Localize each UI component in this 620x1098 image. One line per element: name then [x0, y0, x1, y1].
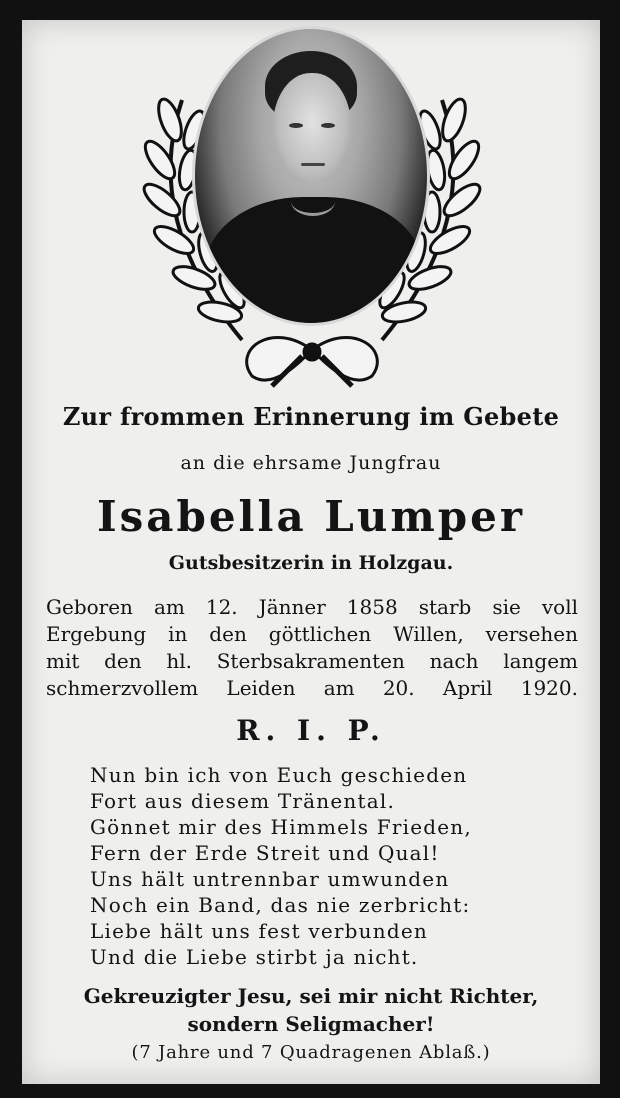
deceased-name: Isabella Lumper [96, 492, 526, 541]
poem [90, 762, 550, 970]
prayer [22, 982, 600, 1038]
poem-line: Liebe hält uns fest verbunden [90, 919, 428, 943]
poem-line: Uns hält untrennbar umwunden [90, 867, 450, 891]
prayer-line: sondern Seligmacher! [187, 1012, 435, 1036]
rip-label: R. I. P. [236, 714, 386, 747]
bio-line: schmerzvollem Leiden am 20. April 1920. [46, 676, 578, 700]
poem-line: Gönnet mir des Himmels Frieden, [90, 815, 472, 839]
indulgence-note: (7 Jahre und 7 Quadragenen Ablaß.) [131, 1042, 491, 1063]
bio-line: Ergebung in den göttlichen Willen, versehen [46, 622, 578, 646]
heading: Zur frommen Erinnerung im Gebete [62, 402, 560, 431]
poem-line: Nun bin ich von Euch geschieden [90, 763, 468, 787]
prayer-line: Gekreuzigter Jesu, sei mir nicht Richter, [83, 984, 539, 1008]
portrait-photo [192, 26, 430, 326]
subheading: an die ehrsame Jungfrau [180, 452, 442, 474]
portrait-area [122, 20, 502, 390]
bio-line: mit den hl. Sterbsakramenten nach langem [46, 649, 578, 673]
poem-line: Fort aus diesem Tränental. [90, 789, 395, 813]
occupation: Gutsbesitzerin in Holzgau. [168, 552, 454, 574]
poem-line: Noch ein Band, das nie zerbricht: [90, 893, 471, 917]
memorial-card [22, 20, 600, 1084]
poem-line: Und die Liebe stirbt ja nicht. [90, 945, 419, 969]
biography [46, 594, 578, 702]
poem-line: Fern der Erde Streit und Qual! [90, 841, 440, 865]
bio-line: Geboren am 12. Jänner 1858 starb sie voll [46, 595, 578, 619]
